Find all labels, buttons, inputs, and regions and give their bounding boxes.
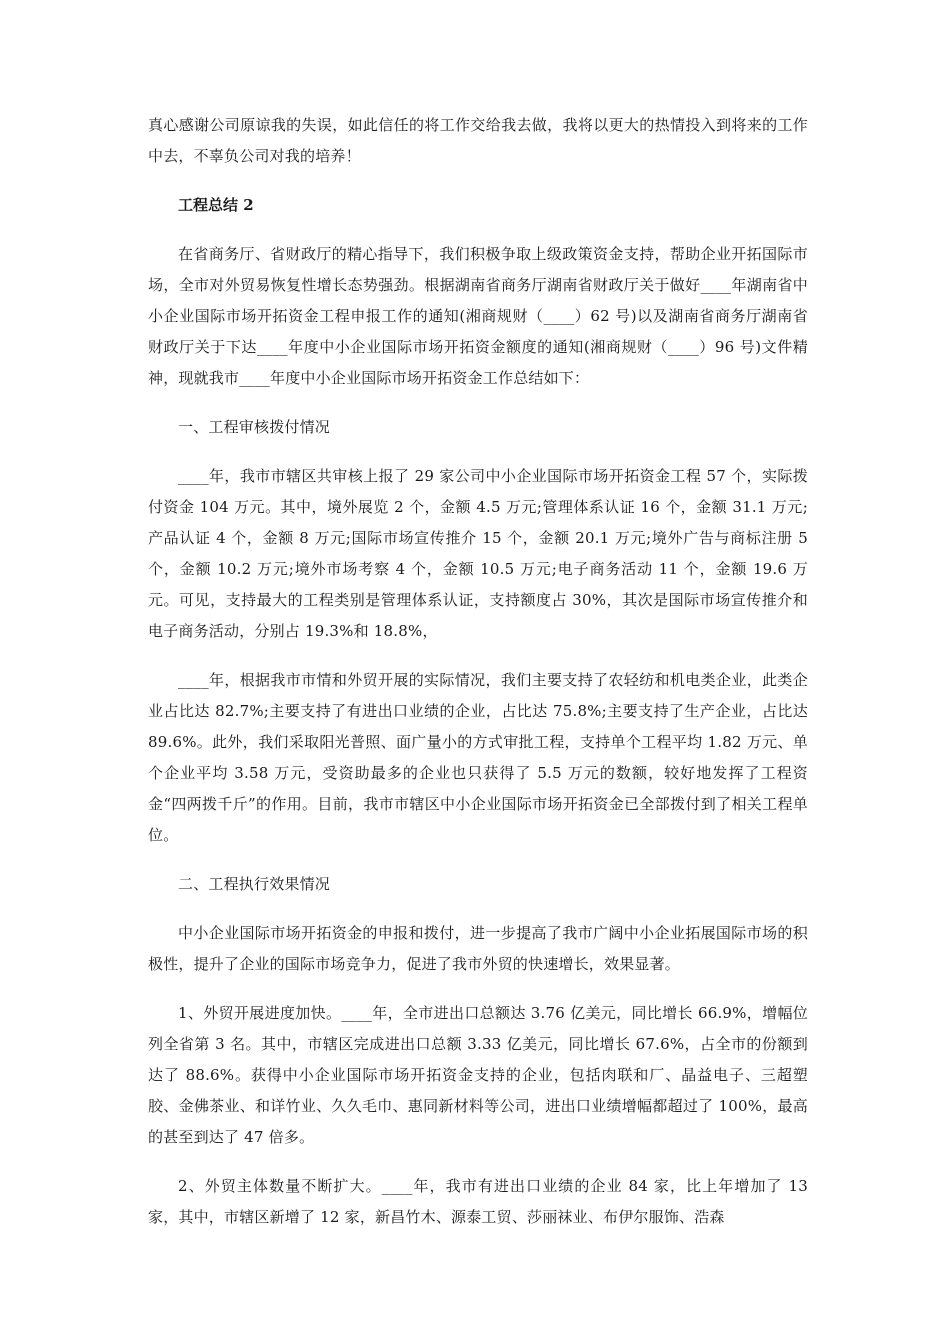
section-heading-1: 一、工程审核拨付情况 [178,418,331,436]
section-title: 工程总结 2 [178,196,254,214]
paragraph-review-funding: ____年，我市市辖区共审核上报了 29 家公司中小企业国际市场开拓资金工程 57 个，实际拨付资金 104 万元。其中，境外展览 2 个，金额 4.5 万元;管理体系认证 16 个，金额 31.1 万元;产品认证 4 个，金额 8 万元;国际市场宣传推介 15 个，金额 20.1 万元;境外广告与商标注册 5 个，金额 10.2 万元;境外市场考察 4 个，金额 10.5 万元;电子商务活动 11 个，金额 19.6 万元。可见，支持最大的工程类别是管理体系认证，支持额度占 30%，其次是国际市场宣传推介和电子商务活动，分别占 19.3%和 18.8%， [148,467,808,640]
document-page [148,110,808,1233]
paragraph-closing-thanks: 真心感谢公司原谅我的失误，如此信任的将工作交给我去做，我将以更大的热情投入到将来的工作中去，不辜负公司对我的培养！ [148,116,808,165]
section-heading-2: 二、工程执行效果情况 [178,875,331,893]
paragraph-trade-entities: 2、外贸主体数量不断扩大。____年，我市有进出口业绩的企业 84 家，比上年增加了 13 家，其中，市辖区新增了 12 家，新昌竹木、源泰工贸、莎丽袜业、布伊尔服饰、浩森 [148,1177,808,1226]
paragraph-support-focus: ____年，根据我市市情和外贸开展的实际情况，我们主要支持了农轻纺和机电类企业，此类企业占比达 82.7%;主要支持了有进出口业绩的企业，占比达 75.8%;主要支持了生产企业，占比达 89.6%。此外，我们采取阳光普照、面广量小的方式审批工程，支持单个工程平均 1.82 万元、单个企业平均 3.58 万元，受资助最多的企业也只获得了 5.5 万元的数额，较好地发挥了工程资金“四两拨千斤”的作用。目前，我市市辖区中小企业国际市场开拓资金已全部拨付到了相关工程单位。 [148,671,808,844]
paragraph-effect-summary: 中小企业国际市场开拓资金的申报和拨付，进一步提高了我市广阔中小企业拓展国际市场的积极性，提升了企业的国际市场竞争力，促进了我市外贸的快速增长，效果显著。 [148,924,808,973]
paragraph-intro: 在省商务厅、省财政厅的精心指导下，我们积极争取上级政策资金支持，帮助企业开拓国际市场，全市对外贸易恢复性增长态势强劲。根据湖南省商务厅湖南省财政厅关于做好____年湖南省中小企业国际市场开拓资金工程申报工作的通知(湘商规财（____）62 号)以及湖南省商务厅湖南省财政厅关于下达____年度中小企业国际市场开拓资金额度的通知(湘商规财（____）96 号)文件精神，现就我市____年度中小企业国际市场开拓资金工作总结如下： [148,245,808,387]
paragraph-trade-progress: 1、外贸开展进度加快。____年，全市进出口总额达 3.76 亿美元，同比增长 66.9%，增幅位列全省第 3 名。其中，市辖区完成进出口总额 3.33 亿美元，同比增长 67.6%，占全市的份额到达了 88.6%。获得中小企业国际市场开拓资金支持的企业，包括肉联和厂、晶益电子、三超塑胶、金佛茶业、和详竹业、久久毛巾、惠同新材料等公司，进出口业绩增幅都超过了 100%，最高的甚至到达了 47 倍多。 [148,1004,808,1146]
